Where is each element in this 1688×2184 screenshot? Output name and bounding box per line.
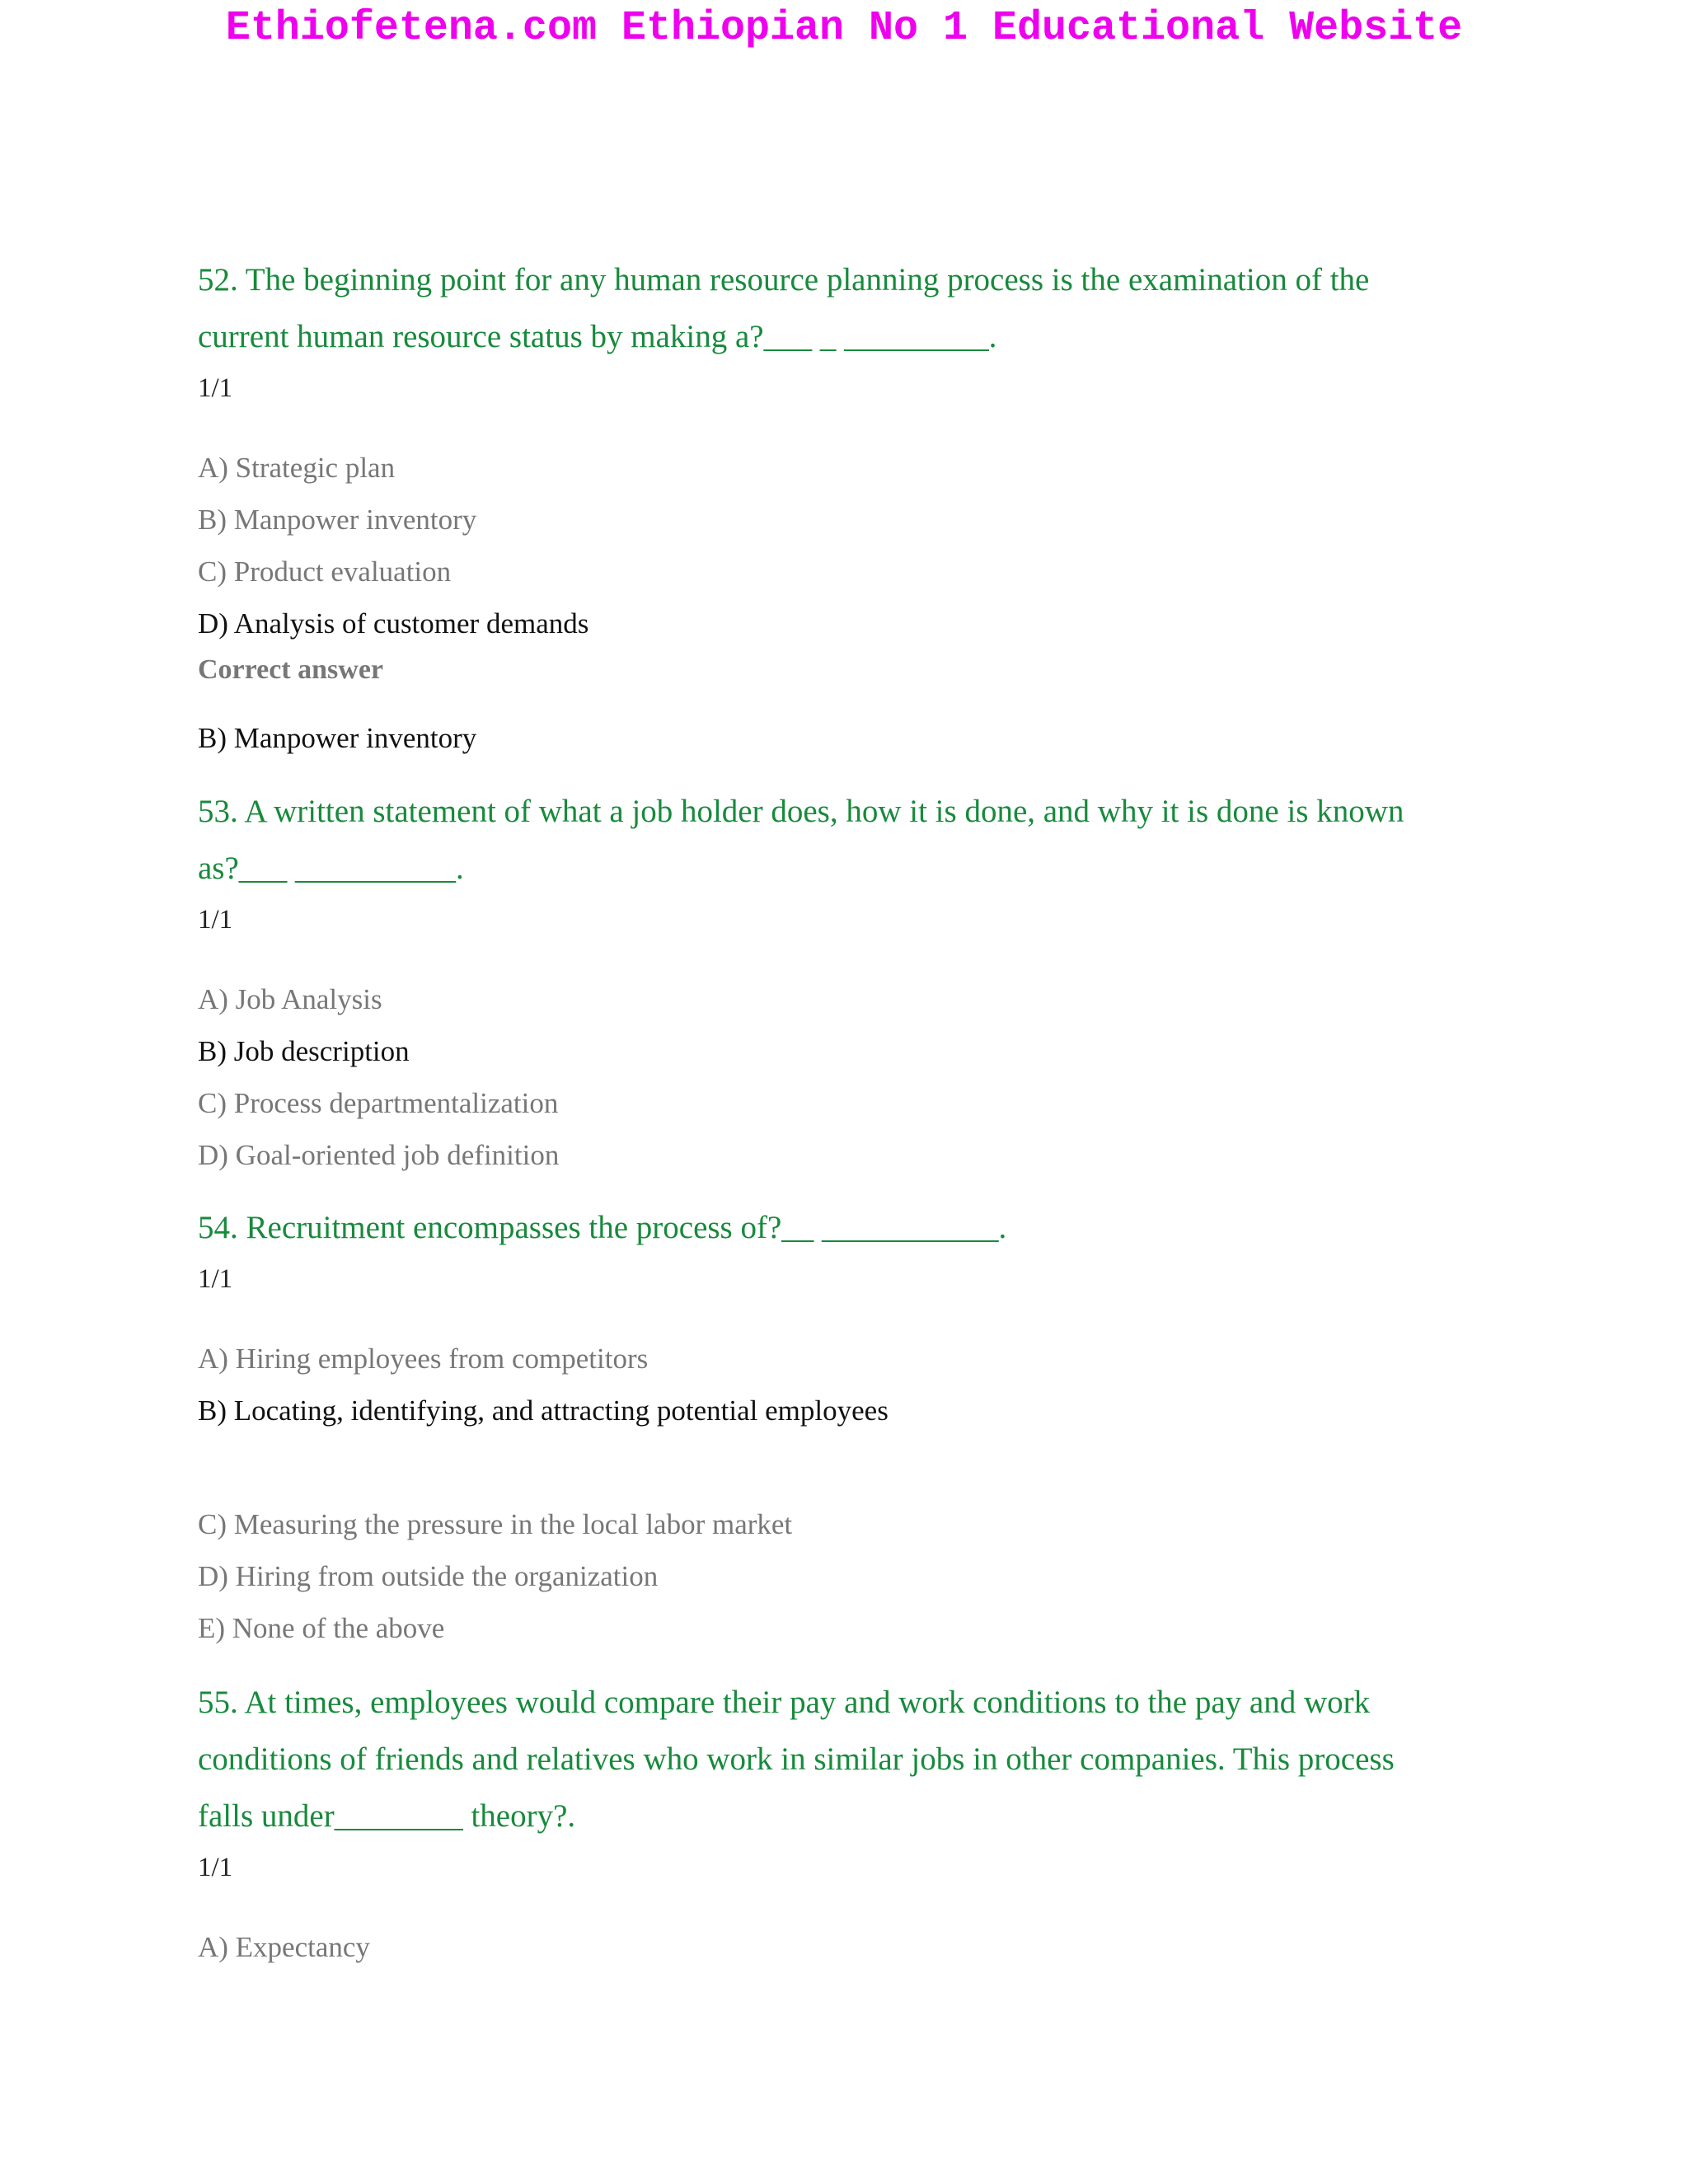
- option-b-selected[interactable]: B) Job description: [198, 1035, 410, 1067]
- option-d[interactable]: D) Hiring from outside the organization: [198, 1560, 659, 1592]
- correct-answer-label: Correct answer: [198, 654, 384, 685]
- question-text: [198, 1199, 1484, 1256]
- question-text: [198, 251, 1484, 365]
- question-text-line: 53. A written statement of what a job holder does, how it is done, and why it is done is known: [198, 794, 1404, 829]
- option-a[interactable]: A) Strategic plan: [198, 452, 396, 484]
- question-score: 1/1: [198, 905, 233, 935]
- question-text: [198, 1674, 1484, 1844]
- question-text: [198, 783, 1484, 897]
- correct-answer-value: B) Manpower inventory: [198, 722, 477, 754]
- option-c[interactable]: C) Process departmentalization: [198, 1087, 559, 1119]
- option-c[interactable]: C) Measuring the pressure in the local labor market: [198, 1508, 793, 1540]
- question-text-line: 55. At times, employees would compare their pay and work conditions to the pay and work: [198, 1685, 1371, 1720]
- question-score: 1/1: [198, 373, 233, 403]
- question-text-line: 54. Recruitment encompasses the process of?__ ___________.: [198, 1210, 1007, 1245]
- question-score: 1/1: [198, 1264, 233, 1294]
- question-text-line: as?___ __________.: [198, 851, 464, 886]
- option-list: [198, 973, 1484, 1181]
- site-header-title: Ethiofetena.com Ethiopian No 1 Educational Website: [225, 5, 1463, 52]
- question-text-line: current human resource status by making a?___ _ _________.: [198, 319, 997, 354]
- option-list: [198, 1921, 1484, 1973]
- question-55: [198, 1674, 1484, 1973]
- option-list: [198, 442, 1484, 649]
- option-b[interactable]: B) Manpower inventory: [198, 504, 477, 536]
- option-a[interactable]: A) Hiring employees from competitors: [198, 1343, 649, 1375]
- question-53: [198, 783, 1484, 1181]
- option-d[interactable]: D) Goal-oriented job definition: [198, 1139, 560, 1171]
- option-a[interactable]: A) Job Analysis: [198, 983, 382, 1015]
- question-52: [198, 251, 1484, 759]
- question-text-line: 52. The beginning point for any human resource planning process is the examination of the: [198, 262, 1370, 298]
- option-e[interactable]: E) None of the above: [198, 1612, 445, 1644]
- question-score: 1/1: [198, 1853, 233, 1882]
- question-text-line: falls under________ theory?.: [198, 1798, 576, 1834]
- option-b-selected[interactable]: B) Locating, identifying, and attracting potential employees: [198, 1394, 889, 1427]
- question-54: [198, 1199, 1484, 1654]
- option-list: [198, 1333, 1484, 1654]
- option-a[interactable]: A) Expectancy: [198, 1931, 370, 1963]
- question-text-line: conditions of friends and relatives who work in similar jobs in other companies. This process: [198, 1741, 1395, 1777]
- option-c[interactable]: C) Product evaluation: [198, 555, 452, 588]
- option-d-selected[interactable]: D) Analysis of customer demands: [198, 607, 589, 640]
